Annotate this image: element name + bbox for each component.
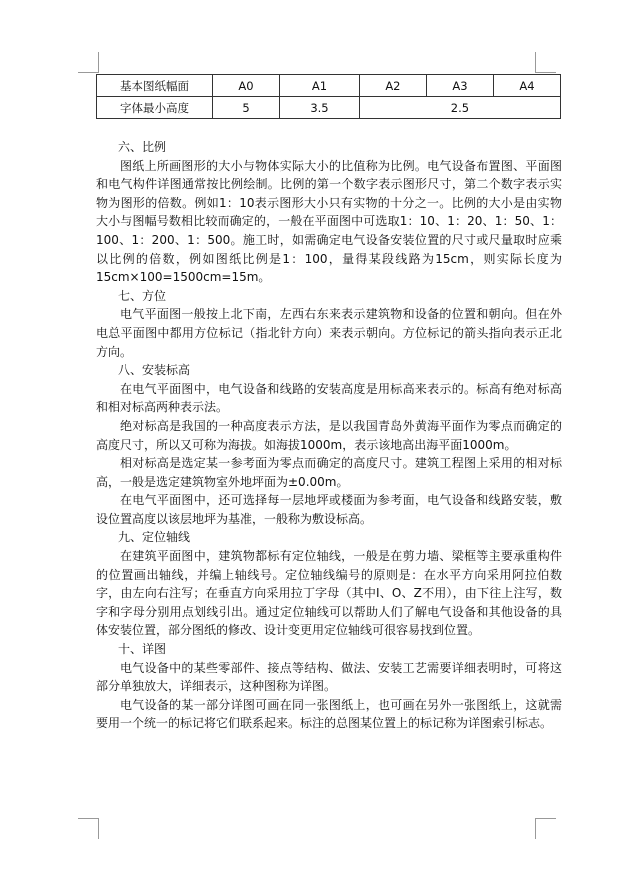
crop-mark-top-right — [535, 52, 556, 73]
table-cell: A2 — [359, 75, 426, 97]
paragraph: 电气设备的某一部分详图可画在同一张图纸上，也可画在另外一张图纸上，这就需要用一个统一的标记将它们联系起来。标注的总图某位置上的标记称为详图索引标志。 — [96, 697, 562, 731]
table-cell: 3.5 — [280, 97, 360, 119]
paragraph: 图纸上所画图形的大小与物体实际大小的比值称为比例。电气设备布置图、平面图和电气构件详图通常按比例绘制。比例的第一个数字表示图形尺寸，第二个数字表示实物为图形的倍数。例如1：10表示图形大小只有实物的十分之一。比例的大小是由实物大小与图幅号数相比较而确定的，一般在平面图中可选取1：10、1：20、1：50、1：100、1：200、1：500。施工时，如需确定电气设备安装位置的尺寸或尺量取时应乘以比例的倍数，例如图纸比例是1：100，量得某段线路为15cm，则实际长度为15cm×100=1500cm=15m。 — [96, 158, 562, 285]
paper-size-table — [96, 74, 561, 119]
table-cell: 2.5 — [359, 97, 560, 119]
paragraph: 相对标高是选定某一参考面为零点而确定的高度尺寸。建筑工程图上采用的相对标高，一般是选定建筑物室外地坪面为±0.00m。 — [96, 456, 562, 489]
paragraph: 在电气平面图中，还可选择每一层地坪或楼面为参考面，电气设备和线路安装，敷设位置高度以该层地坪为基准，一般称为敷设标高。 — [96, 493, 562, 526]
crop-mark-top-left — [78, 52, 99, 73]
table-row — [97, 97, 561, 119]
paragraph: 绝对标高是我国的一种高度表示方法，是以我国青岛外黄海平面作为零点而确定的高度尺寸，所以又可称为海拔。如海拔1000m，表示该地高出海平面1000m。 — [96, 418, 562, 452]
paragraph: 电气设备中的某些零部件、接点等结构、做法、安装工艺需要详细表明时，可将这部分单独放大，详细表示，这种图称为详图。 — [96, 660, 562, 694]
table-cell: A0 — [213, 75, 280, 97]
paragraph: 电气平面图一般按上北下南，左西右东来表示建筑物和设备的位置和朝向。但在外电总平面图中都用方位标记（指北针方向）来表示朝向。方位标记的箭头指向表示正北方向。 — [96, 307, 562, 359]
section-heading: 九、定位轴线 — [118, 530, 191, 545]
section-heading: 十、详图 — [118, 642, 167, 657]
crop-mark-bottom-right — [535, 818, 556, 839]
paragraph: 在电气平面图中，电气设备和线路的安装高度是用标高来表示的。标高有绝对标高和相对标高两种表示法。 — [96, 381, 562, 415]
section-heading: 八、安装标高 — [118, 363, 191, 378]
section-heading: 六、比例 — [118, 140, 167, 154]
table-cell: A1 — [280, 75, 360, 97]
document-body — [96, 138, 562, 733]
table-cell: A3 — [426, 75, 493, 97]
table-cell: 基本图纸幅面 — [97, 75, 213, 97]
table-row — [97, 75, 561, 97]
table-cell: 5 — [213, 97, 280, 119]
table-cell: A4 — [493, 75, 560, 97]
crop-mark-bottom-left — [78, 818, 99, 839]
paragraph: 在建筑平面图中，建筑物都标有定位轴线，一般是在剪力墙、梁框等主要承重构件的位置画出轴线，并编上轴线号。定位轴线编号的原则是：在水平方向采用阿拉伯数字，由左向右注写；在垂直方向采用拉丁字母（其中I、O、Z不用），由下往上注写，数字和字母分别用点划线引出。通过定位轴线可以帮助人们了解电气设备和其他设备的具体安装位置，部分图纸的修改、设计变更用定位轴线可很容易找到位置。 — [96, 549, 562, 638]
section-heading: 七、方位 — [118, 288, 167, 303]
table-cell: 字体最小高度 — [97, 97, 213, 119]
